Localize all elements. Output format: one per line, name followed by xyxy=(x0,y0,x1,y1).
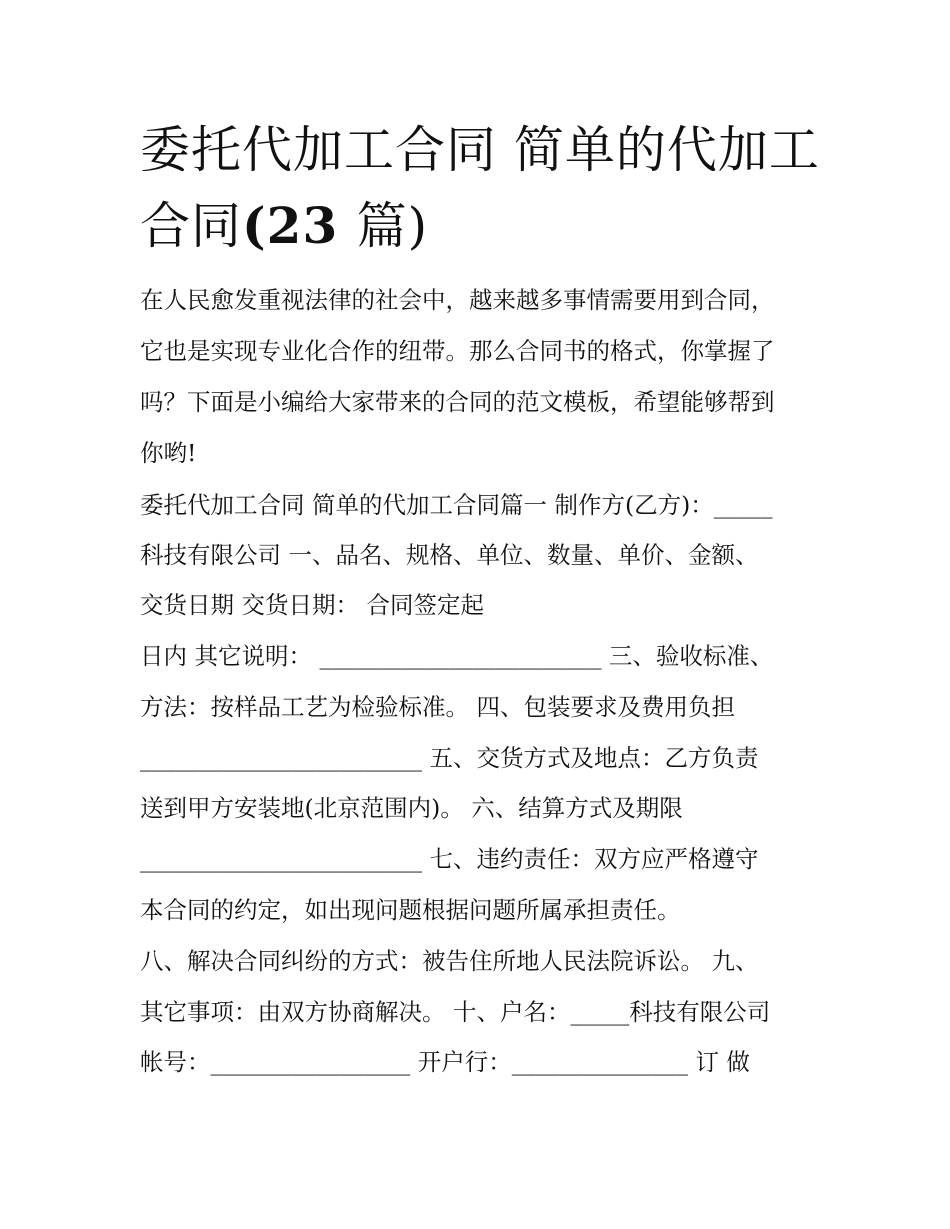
body-line: 委托代加工合同 简单的代加工合同篇一 制作方(乙方)：_____ xyxy=(140,491,773,519)
document-title xyxy=(140,112,820,264)
title-line-2-count: (23 xyxy=(242,196,357,255)
body-line: 它也是实现专业化合作的纽带。那么合同书的格式，你掌握了 xyxy=(140,337,775,365)
body-line: 八、解决合同纠纷的方式：被告住所地人民法院诉讼。 九、 xyxy=(140,947,759,975)
body-line: 本合同的约定，如出现问题根据问题所属承担责任。 xyxy=(140,896,681,924)
body-line: 日内 其它说明： ________________________ 三、验收标准、 xyxy=(140,642,774,670)
body-line: 帐号：_________________ 开户行：_______________ 订 做 xyxy=(140,1048,750,1076)
body-line: 你哟! xyxy=(140,439,197,467)
title-line-2-suffix: 篇) xyxy=(356,197,429,255)
title-line-1: 委托代加工合同 简单的代加工 xyxy=(140,121,820,179)
body-line: 送到甲方安装地(北京范围内)。 六、结算方式及期限 xyxy=(140,794,683,822)
body-line: 交货日期 交货日期： 合同签定起 xyxy=(140,591,484,619)
body-line: ________________________ 七、违约责任：双方应严格遵守 xyxy=(140,845,759,873)
title-line-2-prefix: 合同 xyxy=(140,197,242,255)
body-line: ________________________ 五、交货方式及地点：乙方负责 xyxy=(140,744,759,772)
body-line: 科技有限公司 一、品名、规格、单位、数量、单价、金额、 xyxy=(140,541,759,569)
body-line: 吗？下面是小编给大家带来的合同的范文模板，希望能够帮到 xyxy=(140,388,775,416)
body-line: 在人民愈发重视法律的社会中，越来越多事情需要用到合同， xyxy=(140,286,775,314)
body-line: 其它事项：由双方协商解决。 十、户名：_____科技有限公司 xyxy=(140,998,771,1026)
body-line: 方法：按样品工艺为检验标准。 四、包装要求及费用负担 xyxy=(140,693,735,721)
